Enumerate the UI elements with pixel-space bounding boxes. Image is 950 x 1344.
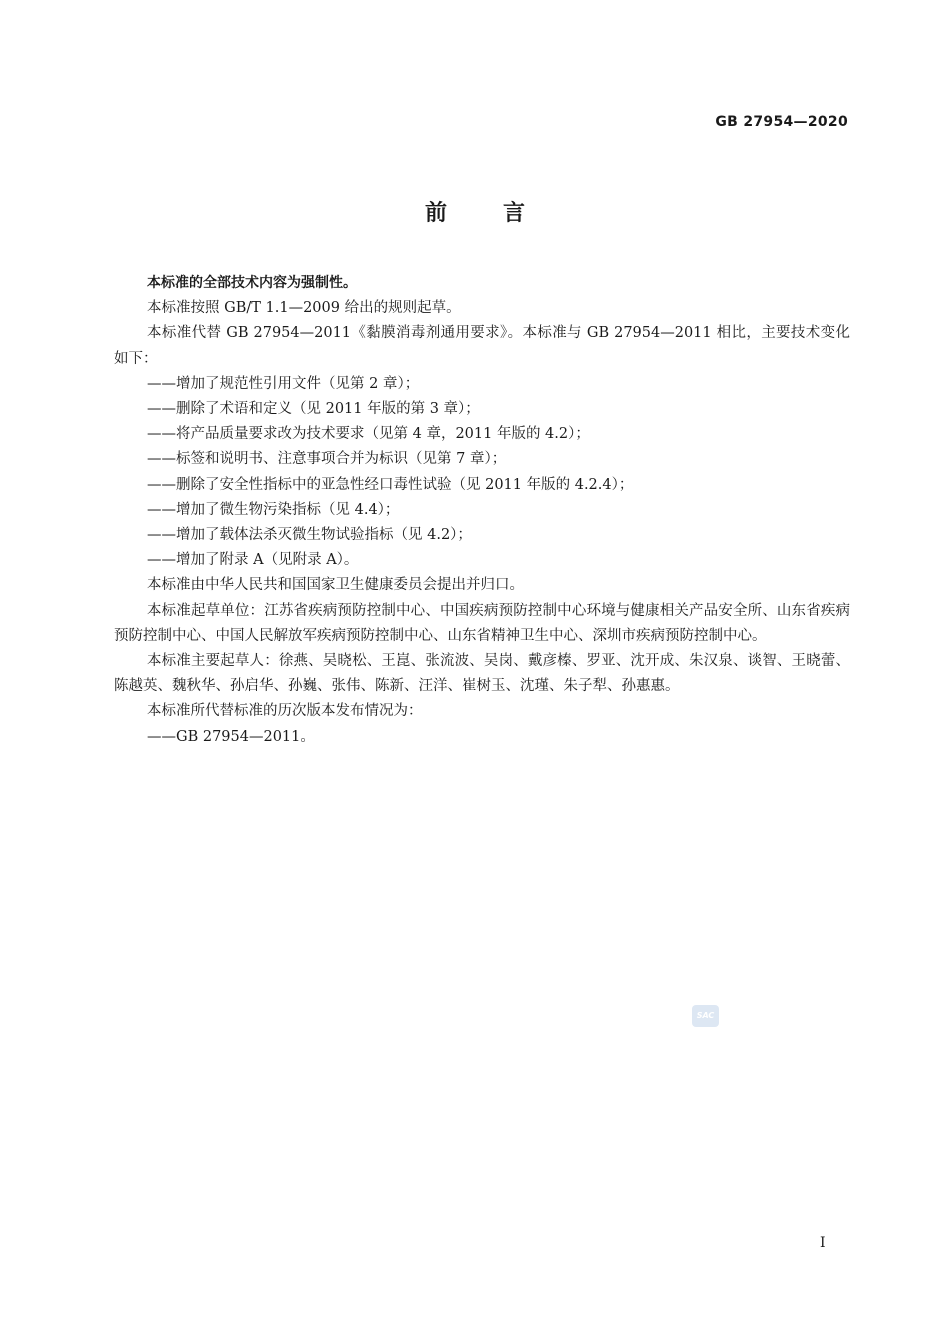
drafting-rules-paragraph: 本标准按照 GB/T 1.1—2009 给出的规则起草。 bbox=[147, 300, 461, 317]
list-item: ——增加了规范性引用文件（见第 2 章）； bbox=[147, 375, 420, 392]
history-intro-paragraph: 本标准所代替标准的历次版本发布情况为： bbox=[147, 703, 423, 720]
drafters-paragraph: 本标准主要起草人：徐燕、吴晓松、王崑、张流波、吴岗、戴彦榛、罗亚、沈开成、朱汉泉、谈智、王晓蕾、陈越英、魏秋华、孙启华、孙巍、张伟、陈新、汪洋、崔树玉、沈瑾、朱子犁、孙惠惠。 bbox=[114, 653, 850, 695]
page-title: 前言 bbox=[424, 201, 581, 226]
changes-list bbox=[114, 372, 850, 574]
proposer-paragraph: 本标准由中华人民共和国国家卫生健康委员会提出并归口。 bbox=[147, 577, 524, 594]
list-item: ——增加了附录 A（见附录 A）。 bbox=[147, 552, 359, 569]
page-number: I bbox=[820, 1235, 826, 1251]
list-item: ——增加了微生物污染指标（见 4.4）； bbox=[147, 501, 400, 518]
list-item: ——GB 27954—2011。 bbox=[147, 728, 315, 745]
list-item: ——增加了载体法杀灭微生物试验指标（见 4.2）； bbox=[147, 527, 472, 544]
drafting-units-paragraph: 本标准起草单位：江苏省疾病预防控制中心、中国疾病预防控制中心环境与健康相关产品安全所、山东省疾病预防控制中心、中国人民解放军疾病预防控制中心、山东省精神卫生中心、深圳市疾病预防控制中心。 bbox=[114, 602, 850, 644]
list-item: ——删除了安全性指标中的亚急性经口毒性试验（见 2011 年版的 4.2.4）； bbox=[147, 476, 634, 493]
list-item: ——删除了术语和定义（见 2011 年版的第 3 章）； bbox=[147, 401, 480, 418]
mandatory-statement: 本标准的全部技术内容为强制性。 bbox=[147, 275, 357, 291]
list-item: ——将产品质量要求改为技术要求（见第 4 章，2011 年版的 4.2）； bbox=[147, 426, 590, 443]
sac-watermark-logo: SAC bbox=[692, 1005, 719, 1027]
standard-number: GB 27954—2020 bbox=[715, 114, 848, 130]
replacement-paragraph: 本标准代替 GB 27954—2011《黏膜消毒剂通用要求》。本标准与 GB 27954—2011 相比，主要技术变化如下： bbox=[114, 325, 850, 367]
list-item: ——标签和说明书、注意事项合并为标识（见第 7 章）； bbox=[147, 451, 507, 468]
history-list bbox=[114, 725, 850, 750]
foreword-body bbox=[114, 271, 850, 750]
